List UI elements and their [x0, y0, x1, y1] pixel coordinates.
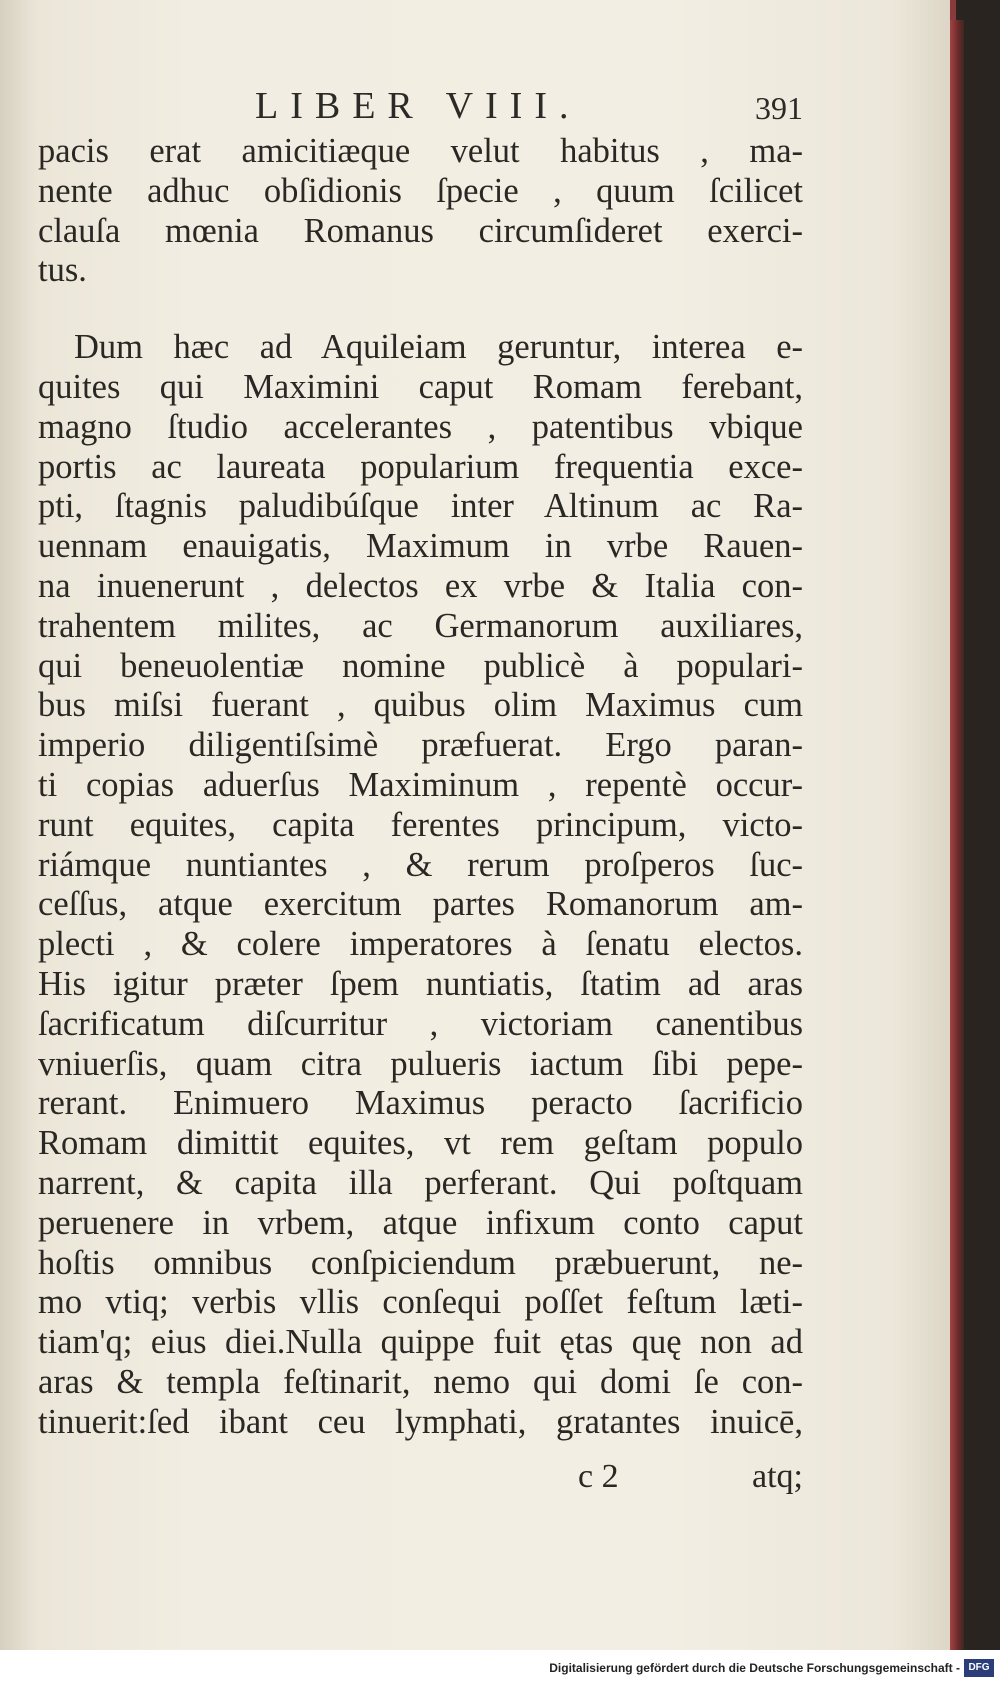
text-line: imperio diligentiſsimè præfuerat. Ergo paran-	[38, 726, 803, 765]
text-line: His igitur præter ſpem nuntiatis, ſtatim ad aras	[38, 964, 803, 1003]
text-line: magno ſtudio accelerantes , patentibus vbique	[38, 407, 803, 446]
text-line: nente adhuc obſidionis ſpecie , quum ſcilicet	[38, 171, 803, 210]
text-line: mo vtiq; verbis vllis conſequi poſſet feſtum læti-	[38, 1283, 803, 1322]
text-line: portis ac laureata popularium frequentia exce-	[38, 447, 803, 486]
digitization-notice: Digitalisierung gefördert durch die Deutsche Forschungsgemeinschaft -	[549, 1661, 960, 1675]
digitization-footer	[0, 1650, 1000, 1683]
text-line: trahentem milites, ac Germanorum auxiliares,	[38, 606, 803, 645]
text-line: clauſa mœnia Romanus circumſideret exerci-	[38, 211, 803, 250]
text-line: ſacrificatum diſcurritur , victoriam canentibus	[38, 1004, 803, 1043]
text-line: Dum hæc ad Aquileiam geruntur, interea e-	[74, 328, 803, 367]
text-line: vniuerſis, quam citra pulueris iactum ſibi pepe-	[38, 1044, 803, 1083]
catchline	[38, 1458, 803, 1498]
paragraph-1	[38, 132, 803, 291]
text-line: tiam'q; eius diei.Nulla quippe fuit ętas quę non ad	[38, 1323, 803, 1362]
text-line: na inuenerunt , delectos ex vrbe & Italia con-	[38, 566, 803, 605]
text-line: pti, ſtagnis paludibúſque inter Altinum ac Ra-	[38, 487, 803, 526]
page-number: 391	[755, 90, 803, 126]
text-line: peruenere in vrbem, atque infixum conto caput	[38, 1203, 803, 1242]
text-line: qui beneuolentiæ nomine publicè à populari-	[38, 646, 803, 685]
text-line: plecti , & colere imperatores à ſenatu electos.	[38, 925, 803, 964]
text-line: narrent, & capita illa perferant. Qui poſtquam	[38, 1163, 803, 1202]
body-text	[38, 132, 803, 1443]
dfg-logo-icon: DFG	[964, 1659, 994, 1677]
text-line: ti copias aduerſus Maximinum , repentè occur-	[38, 765, 803, 804]
text-line: bus miſsi fuerant , quibus olim Maximus cum	[38, 686, 803, 725]
catchword: atq;	[752, 1458, 803, 1495]
text-line: rerant. Enimuero Maximus peracto ſacrificio	[38, 1084, 803, 1123]
text-line: riámque nuntiantes , & rerum proſperos ſuc-	[38, 845, 803, 884]
text-line: uennam enauigatis, Maximum in vrbe Rauen-	[38, 527, 803, 566]
text-line: hoſtis omnibus conſpiciendum præbuerunt, ne-	[38, 1243, 803, 1282]
text-line: ceſſus, atque exercitum partes Romanorum am-	[38, 885, 803, 924]
text-line: aras & templa feſtinarit, nemo qui domi ſe con-	[38, 1362, 803, 1401]
page-edge	[950, 20, 964, 1650]
text-line: tinuerit:ſed ibant ceu lymphati, gratantes inuicē,	[38, 1402, 803, 1441]
paragraph-2	[38, 328, 803, 1442]
text-line: quites qui Maximini caput Romam ferebant,	[38, 367, 803, 406]
paragraph-gap	[38, 291, 803, 328]
text-line: tus.	[38, 251, 87, 290]
text-line: pacis erat amicitiæque velut habitus , ma-	[38, 132, 803, 170]
signature-mark: c 2	[578, 1458, 619, 1495]
text-line: runt equites, capita ferentes principum, victo-	[38, 805, 803, 844]
text-line: Romam dimittit equites, vt rem geſtam populo	[38, 1124, 803, 1163]
running-head: LIBER VIII.	[255, 85, 581, 127]
